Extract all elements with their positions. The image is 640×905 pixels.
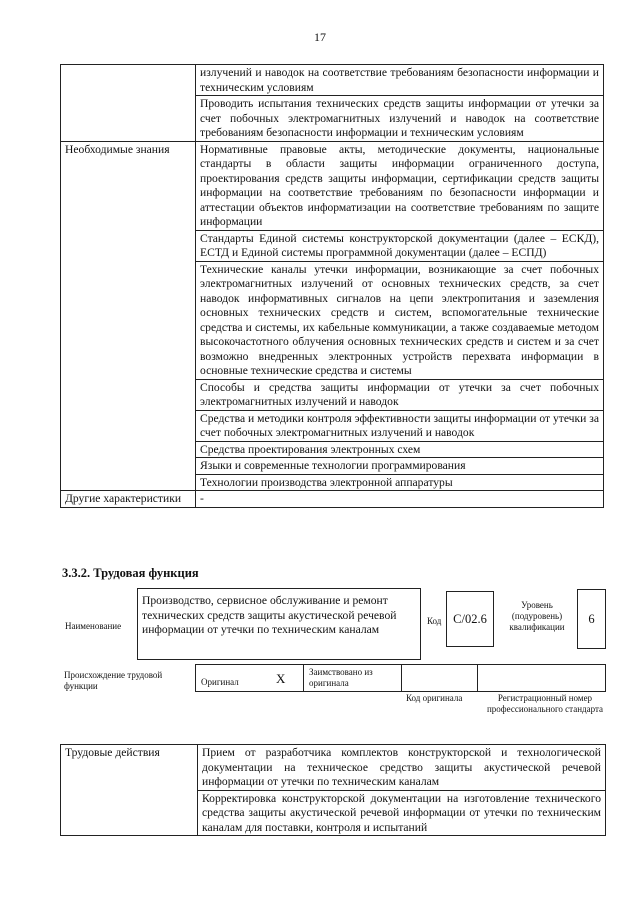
actions-label: Трудовые действия xyxy=(61,745,198,836)
knowledge-item: Языки и современные технологии программирования xyxy=(196,458,604,475)
borrowed-label: Заимствовано из оригинала xyxy=(309,667,373,688)
knowledge-item: - xyxy=(196,491,604,508)
original-label: Оригинал xyxy=(201,677,239,687)
code-label: Код xyxy=(427,616,442,626)
knowledge-item: Средства проектирования электронных схем xyxy=(196,441,604,458)
knowledge-item: Нормативные правовые акты, методические документы, национальные стандарты в области защиты информации ограниченного доступа, проектирования средств защиты информации, сертификации средств защиты информации на соответствие требованиям по безопасности информации и аттестации объектов информатизации на соответствие требованиям по защите информации xyxy=(196,141,604,230)
reg-number-label: Регистрационный номер профессионального стандарта xyxy=(486,693,604,714)
original-mark: X xyxy=(276,671,286,686)
knowledge-item: излучений и наводок на соответствие требованиям безопасности информации и техническим условиям xyxy=(196,65,604,96)
knowledge-item: Стандарты Единой системы конструкторской документации (далее – ЕСКД), ЕСТД и Единой системы программной документации (далее – ЕСПД) xyxy=(196,230,604,261)
level-label: Уровень (подуровень) квалификации xyxy=(509,600,565,632)
actions-table xyxy=(60,744,606,836)
action-item: Прием от разработчика комплектов конструкторской и технологической документации на техническое средство защиты акустической речевой информации от утечки по техническим каналам xyxy=(198,745,606,791)
name-label: Наименование xyxy=(65,621,122,631)
knowledge-table xyxy=(60,64,604,508)
knowledge-row-label: Необходимые знания xyxy=(61,141,196,491)
code-original-label: Код оригинала xyxy=(406,693,463,703)
section-title: 3.3.2. Трудовая функция xyxy=(62,566,199,580)
function-name-value: Производство, сервисное обслуживание и ремонт технических средств защиты акустической речевой информации от утечки по техническим каналам xyxy=(137,588,421,660)
knowledge-row-label xyxy=(61,65,196,142)
knowledge-row-label: Другие характеристики xyxy=(61,491,196,508)
knowledge-item: Способы и средства защиты информации от утечки за счет побочных электромагнитных излучений и наводок xyxy=(196,379,604,410)
function-code-value: C/02.6 xyxy=(446,591,494,647)
origin-divider xyxy=(401,664,402,692)
knowledge-item: Технологии производства электронной аппаратуры xyxy=(196,474,604,491)
knowledge-item: Технические каналы утечки информации, возникающие за счет побочных электромагнитных излучений от основных технических средств, за счет наводок информативных сигналов на цепи электропитания и заземления основных технических средств и систем, вспомогательные технические средства и системы, их кабельные коммуникации, а также создаваемые методом высокочастотного облучения основных технических средств и систем и за счет возможно внедренных электронных устройств перехвата информации в основные технические средства и системы xyxy=(196,261,604,379)
knowledge-item: Проводить испытания технических средств защиты информации от утечки за счет побочных электромагнитных излучений и наводок на соответствие требованиям безопасности информации и техническим условиям xyxy=(196,96,604,142)
action-item: Корректировка конструкторской документации на изготовление технического средства защиты акустической речевой информации от утечки по техническим каналам для поставки, контроля и испытаний xyxy=(198,790,606,836)
origin-label: Происхождение трудовой функции xyxy=(64,670,163,691)
origin-divider xyxy=(477,664,478,692)
page-number: 17 xyxy=(314,30,326,44)
knowledge-item: Средства и методики контроля эффективности защиты информации от утечки за счет побочных электромагнитных излучений и наводок xyxy=(196,410,604,441)
level-value: 6 xyxy=(577,589,606,649)
origin-divider xyxy=(303,664,304,692)
